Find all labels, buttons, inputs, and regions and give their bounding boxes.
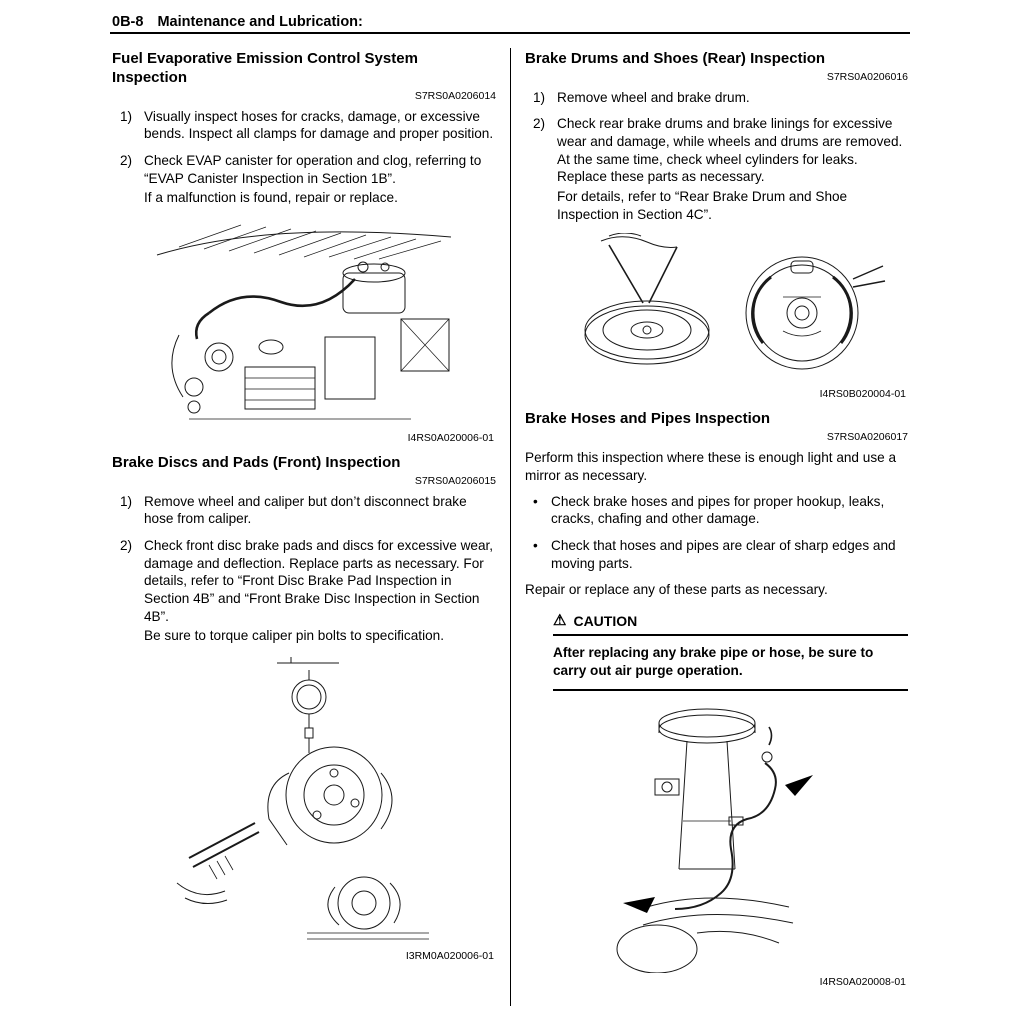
bullet-item	[525, 537, 908, 572]
section-brake-hoses	[525, 410, 908, 987]
reference-code: S7RS0A0206015	[414, 474, 496, 487]
figure-code: I3RM0A020006-01	[405, 949, 494, 962]
section-title-brake-discs: Brake Discs and Pads (Front) Inspection	[112, 453, 401, 471]
step-number: 1)	[533, 89, 546, 105]
step-1	[525, 89, 908, 107]
caution-block	[553, 613, 908, 691]
step-number: 1)	[120, 493, 133, 509]
figure-brake-hose	[525, 701, 908, 988]
caution-label: CAUTION	[573, 612, 638, 629]
step-text-continued: If a malfunction is found, repair or replace.	[144, 190, 398, 206]
section-fuel-evap	[112, 50, 496, 444]
step-1	[112, 108, 496, 143]
step-text: Remove wheel and caliper but don’t disconnect brake hose from caliper.	[144, 493, 467, 527]
content-columns	[112, 44, 910, 1016]
arrow-icon	[785, 775, 813, 796]
step-text: Check front disc brake pads and discs for excessive wear, damage and deflection. Replace parts as necessary. For details, refer to “Front Disc Brake Pad Inspection in Section 4B” and “Front Brake Disc Inspection in Section 4B”.	[144, 537, 494, 624]
reference-code: S7RS0A0206016	[826, 70, 908, 83]
step-text-continued: For details, refer to “Rear Brake Drum and Shoe Inspection in Section 4C”.	[557, 189, 848, 222]
step-text: Check EVAP canister for operation and clog, referring to “EVAP Canister Inspection in Section 1B”.	[144, 152, 482, 186]
right-column	[525, 44, 908, 1016]
brake-drum-illustration	[547, 233, 887, 385]
section-brake-discs	[112, 454, 496, 962]
arrow-icon	[623, 897, 655, 913]
section-title-brake-drums: Brake Drums and Shoes (Rear) Inspection	[525, 50, 826, 67]
figure-brake-drum	[525, 233, 908, 400]
reference-code: S7RS0A0206017	[826, 431, 908, 444]
section-title-brake-hoses: Brake Hoses and Pipes Inspection	[525, 410, 771, 428]
caution-text: After replacing any brake pipe or hose, be sure to carry out air purge operation.	[553, 644, 874, 679]
bullet-item	[525, 493, 908, 528]
section-title-fuel-evap: Fuel Evaporative Emission Control System Inspection	[112, 50, 418, 86]
step-2	[525, 115, 908, 223]
figure-code: I4RS0A020008-01	[819, 975, 906, 988]
figure-code: I4RS0A020006-01	[407, 431, 494, 444]
bullet-text: Check that hoses and pipes are clear of sharp edges and moving parts.	[551, 537, 896, 571]
outro-text: Repair or replace any of these parts as necessary.	[525, 582, 828, 598]
step-2	[112, 537, 496, 645]
bullet-marker: •	[533, 493, 538, 509]
step-number: 2)	[120, 152, 133, 168]
figure-code: I4RS0B020004-01	[819, 388, 906, 401]
step-text: Check rear brake drums and brake linings for excessive wear and damage, while wheels and drums are removed. At the same time, check wheel cylinders for leaks. Replace these parts as necessary.	[557, 116, 903, 185]
warning-icon: ⚠	[553, 612, 567, 630]
step-1	[112, 493, 496, 528]
figure-front-brake	[112, 655, 496, 962]
step-text: Remove wheel and brake drum.	[557, 89, 750, 105]
engine-bay-illustration	[149, 217, 459, 429]
reference-code: S7RS0A0206014	[414, 89, 496, 102]
column-divider	[510, 48, 511, 1006]
chapter-title: Maintenance and Lubrication:	[157, 14, 363, 30]
bullet-marker: •	[533, 537, 538, 553]
brake-hose-illustration	[587, 701, 847, 973]
bullet-text: Check brake hoses and pipes for proper hookup, leaks, cracks, chafing and other damage.	[551, 493, 885, 527]
step-text-continued: Be sure to torque caliper pin bolts to specification.	[144, 628, 444, 644]
intro-text: Perform this inspection where these is enough light and use a mirror as necessary.	[525, 450, 897, 483]
caution-rule-bottom	[553, 689, 908, 691]
figure-engine-bay	[112, 217, 496, 444]
step-number: 1)	[120, 108, 133, 124]
caution-rule-top	[553, 634, 908, 636]
step-2	[112, 152, 496, 207]
step-text: Visually inspect hoses for cracks, damage, or excessive bends. Inspect all clamps for damage and proper position.	[144, 108, 494, 142]
left-column	[112, 44, 496, 1016]
section-brake-drums	[525, 50, 908, 400]
caution-header	[553, 613, 908, 629]
front-brake-illustration	[159, 655, 449, 947]
header-rule	[110, 32, 910, 34]
page-number: 0B-8	[112, 14, 144, 30]
step-number: 2)	[120, 537, 133, 553]
page-header	[112, 14, 363, 30]
step-number: 2)	[533, 116, 546, 132]
